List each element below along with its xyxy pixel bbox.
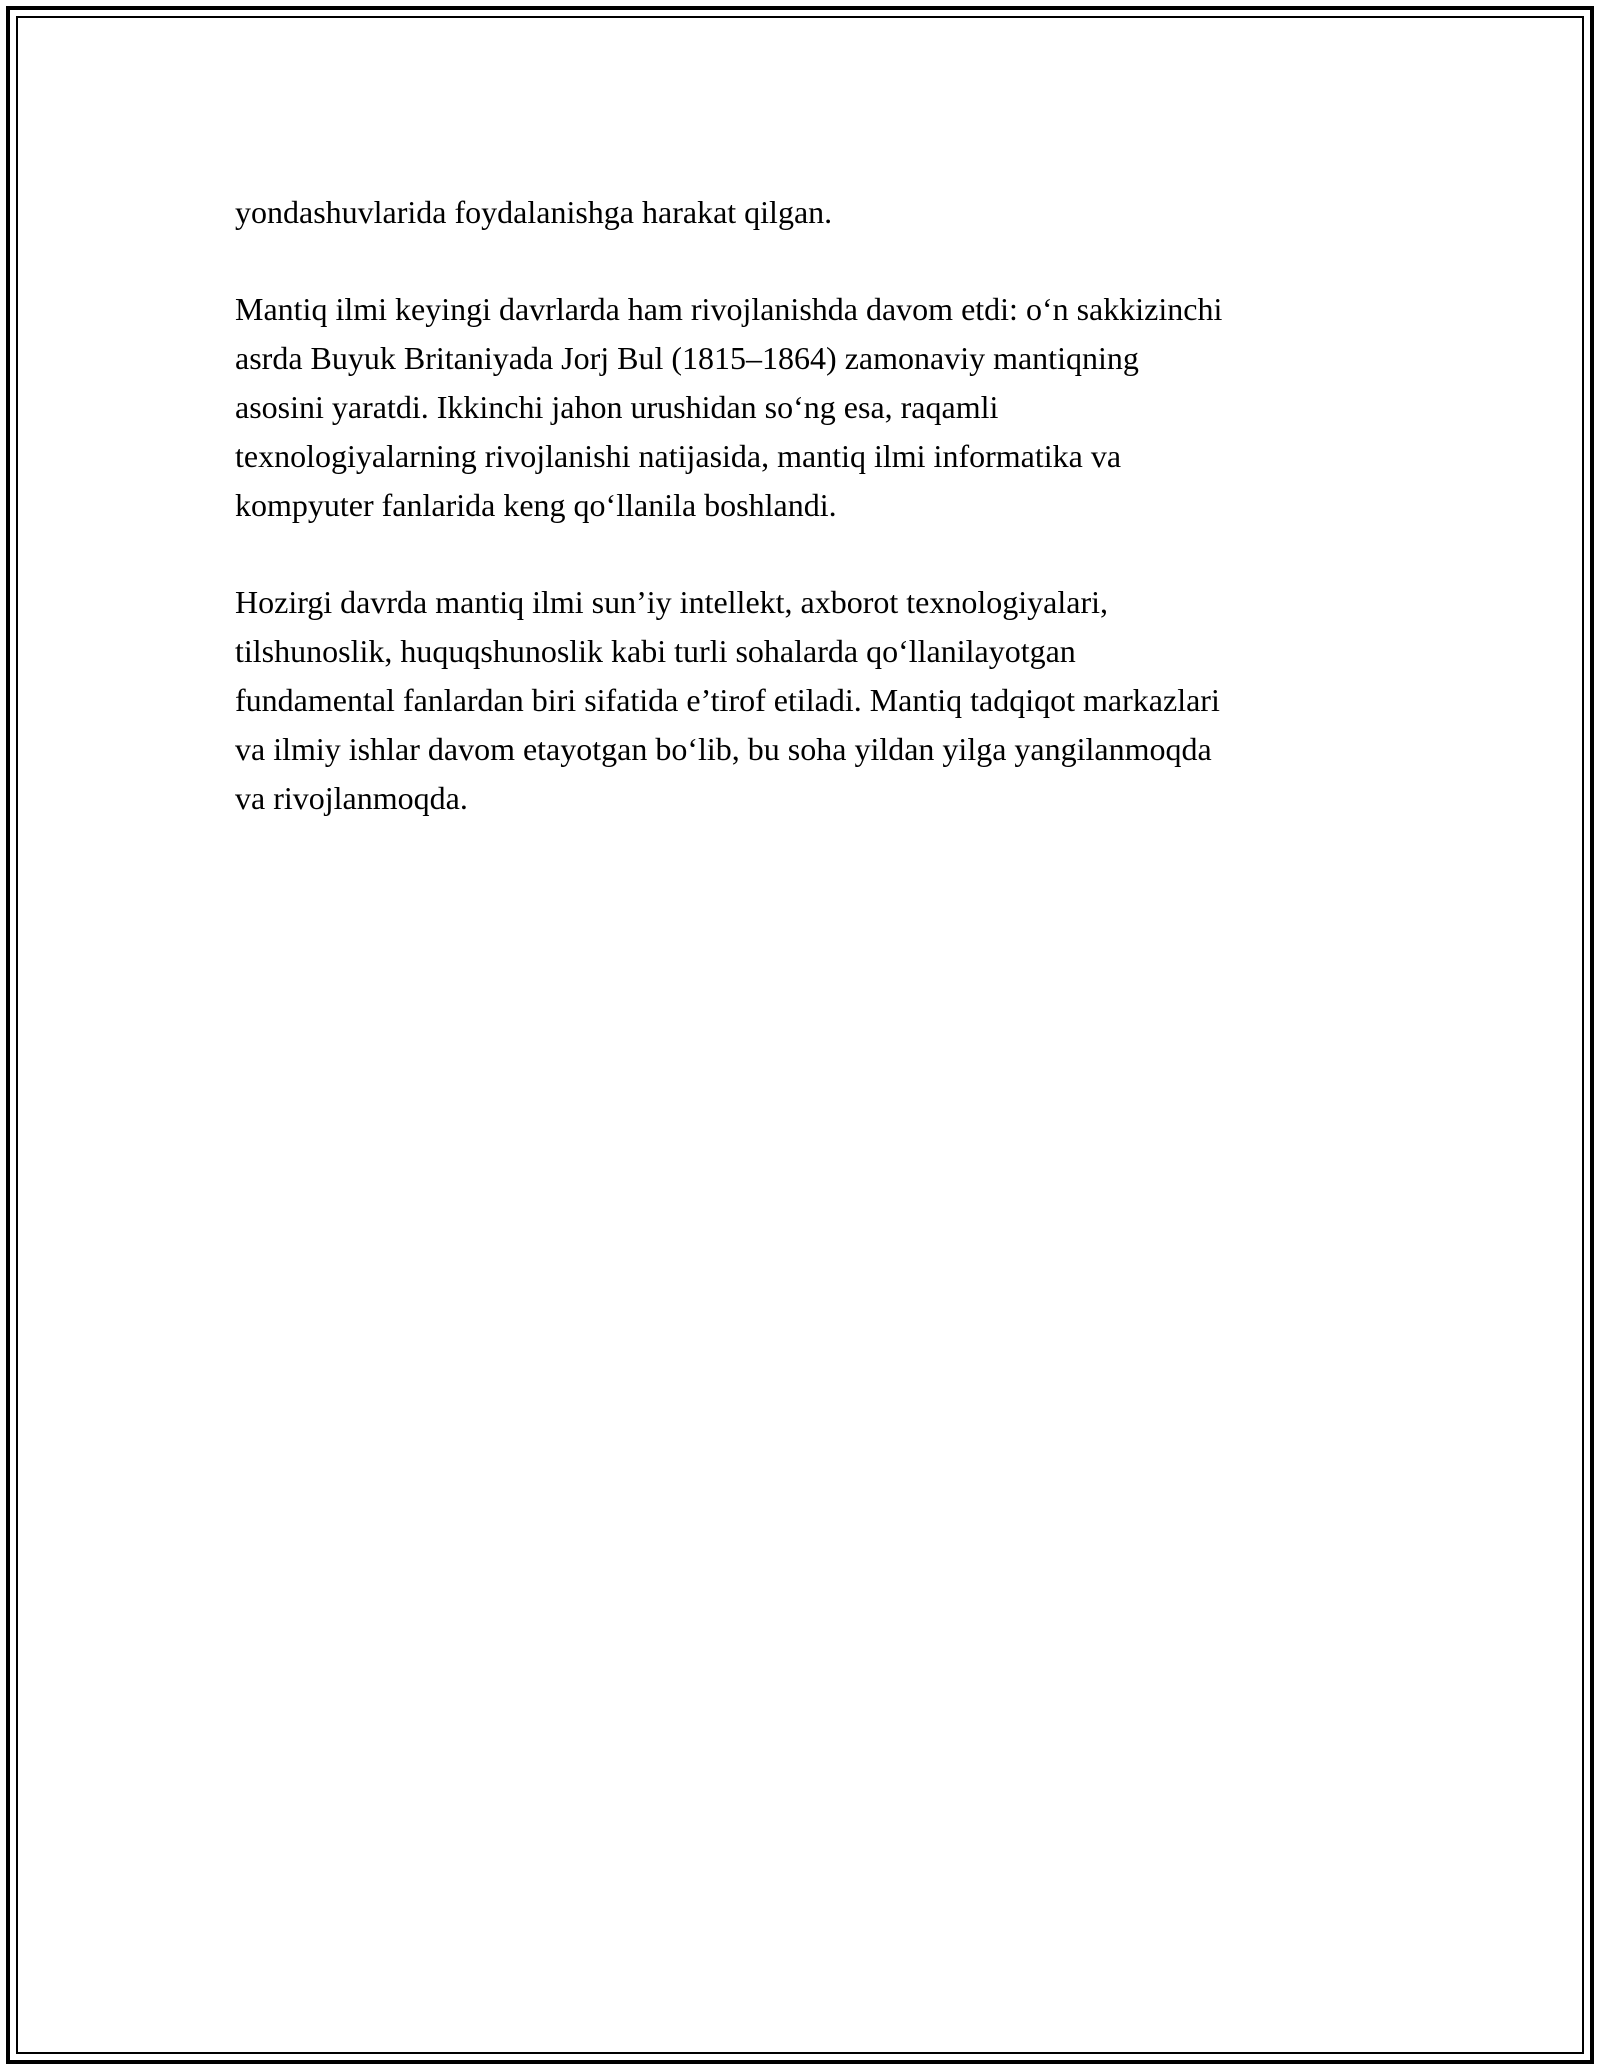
paragraph-1: yondashuvlarida foydalanishga harakat qilgan.	[235, 194, 833, 230]
document-body	[235, 188, 1385, 871]
paragraph-3: Hozirgi davrda mantiq ilmi sun’iy intellekt, axborot texnologiyalari, tilshunoslik, huquqshunoslik kabi turli sohalarda qo‘llanilayotgan fundamental fanlardan biri sifatida e’tirof etiladi. Mantiq tadqiqot markazlari va ilmiy ishlar davom etayotgan bo‘lib, bu soha yildan yilga yangilanmoqda va rivojlanmoqda.	[235, 584, 1220, 816]
paragraph-2: Mantiq ilmi keyingi davrlarda ham rivojlanishda davom etdi: o‘n sakkizinchi asrda Buyuk Britaniyada Jorj Bul (1815–1864) zamonaviy mantiqning asosini yaratdi. Ikkinchi jahon urushidan so‘ng esa, raqamli texnologiyalarning rivojlanishi natijasida, mantiq ilmi informatika va kompyuter fanlarida keng qo‘llanila boshlandi.	[235, 291, 1223, 523]
